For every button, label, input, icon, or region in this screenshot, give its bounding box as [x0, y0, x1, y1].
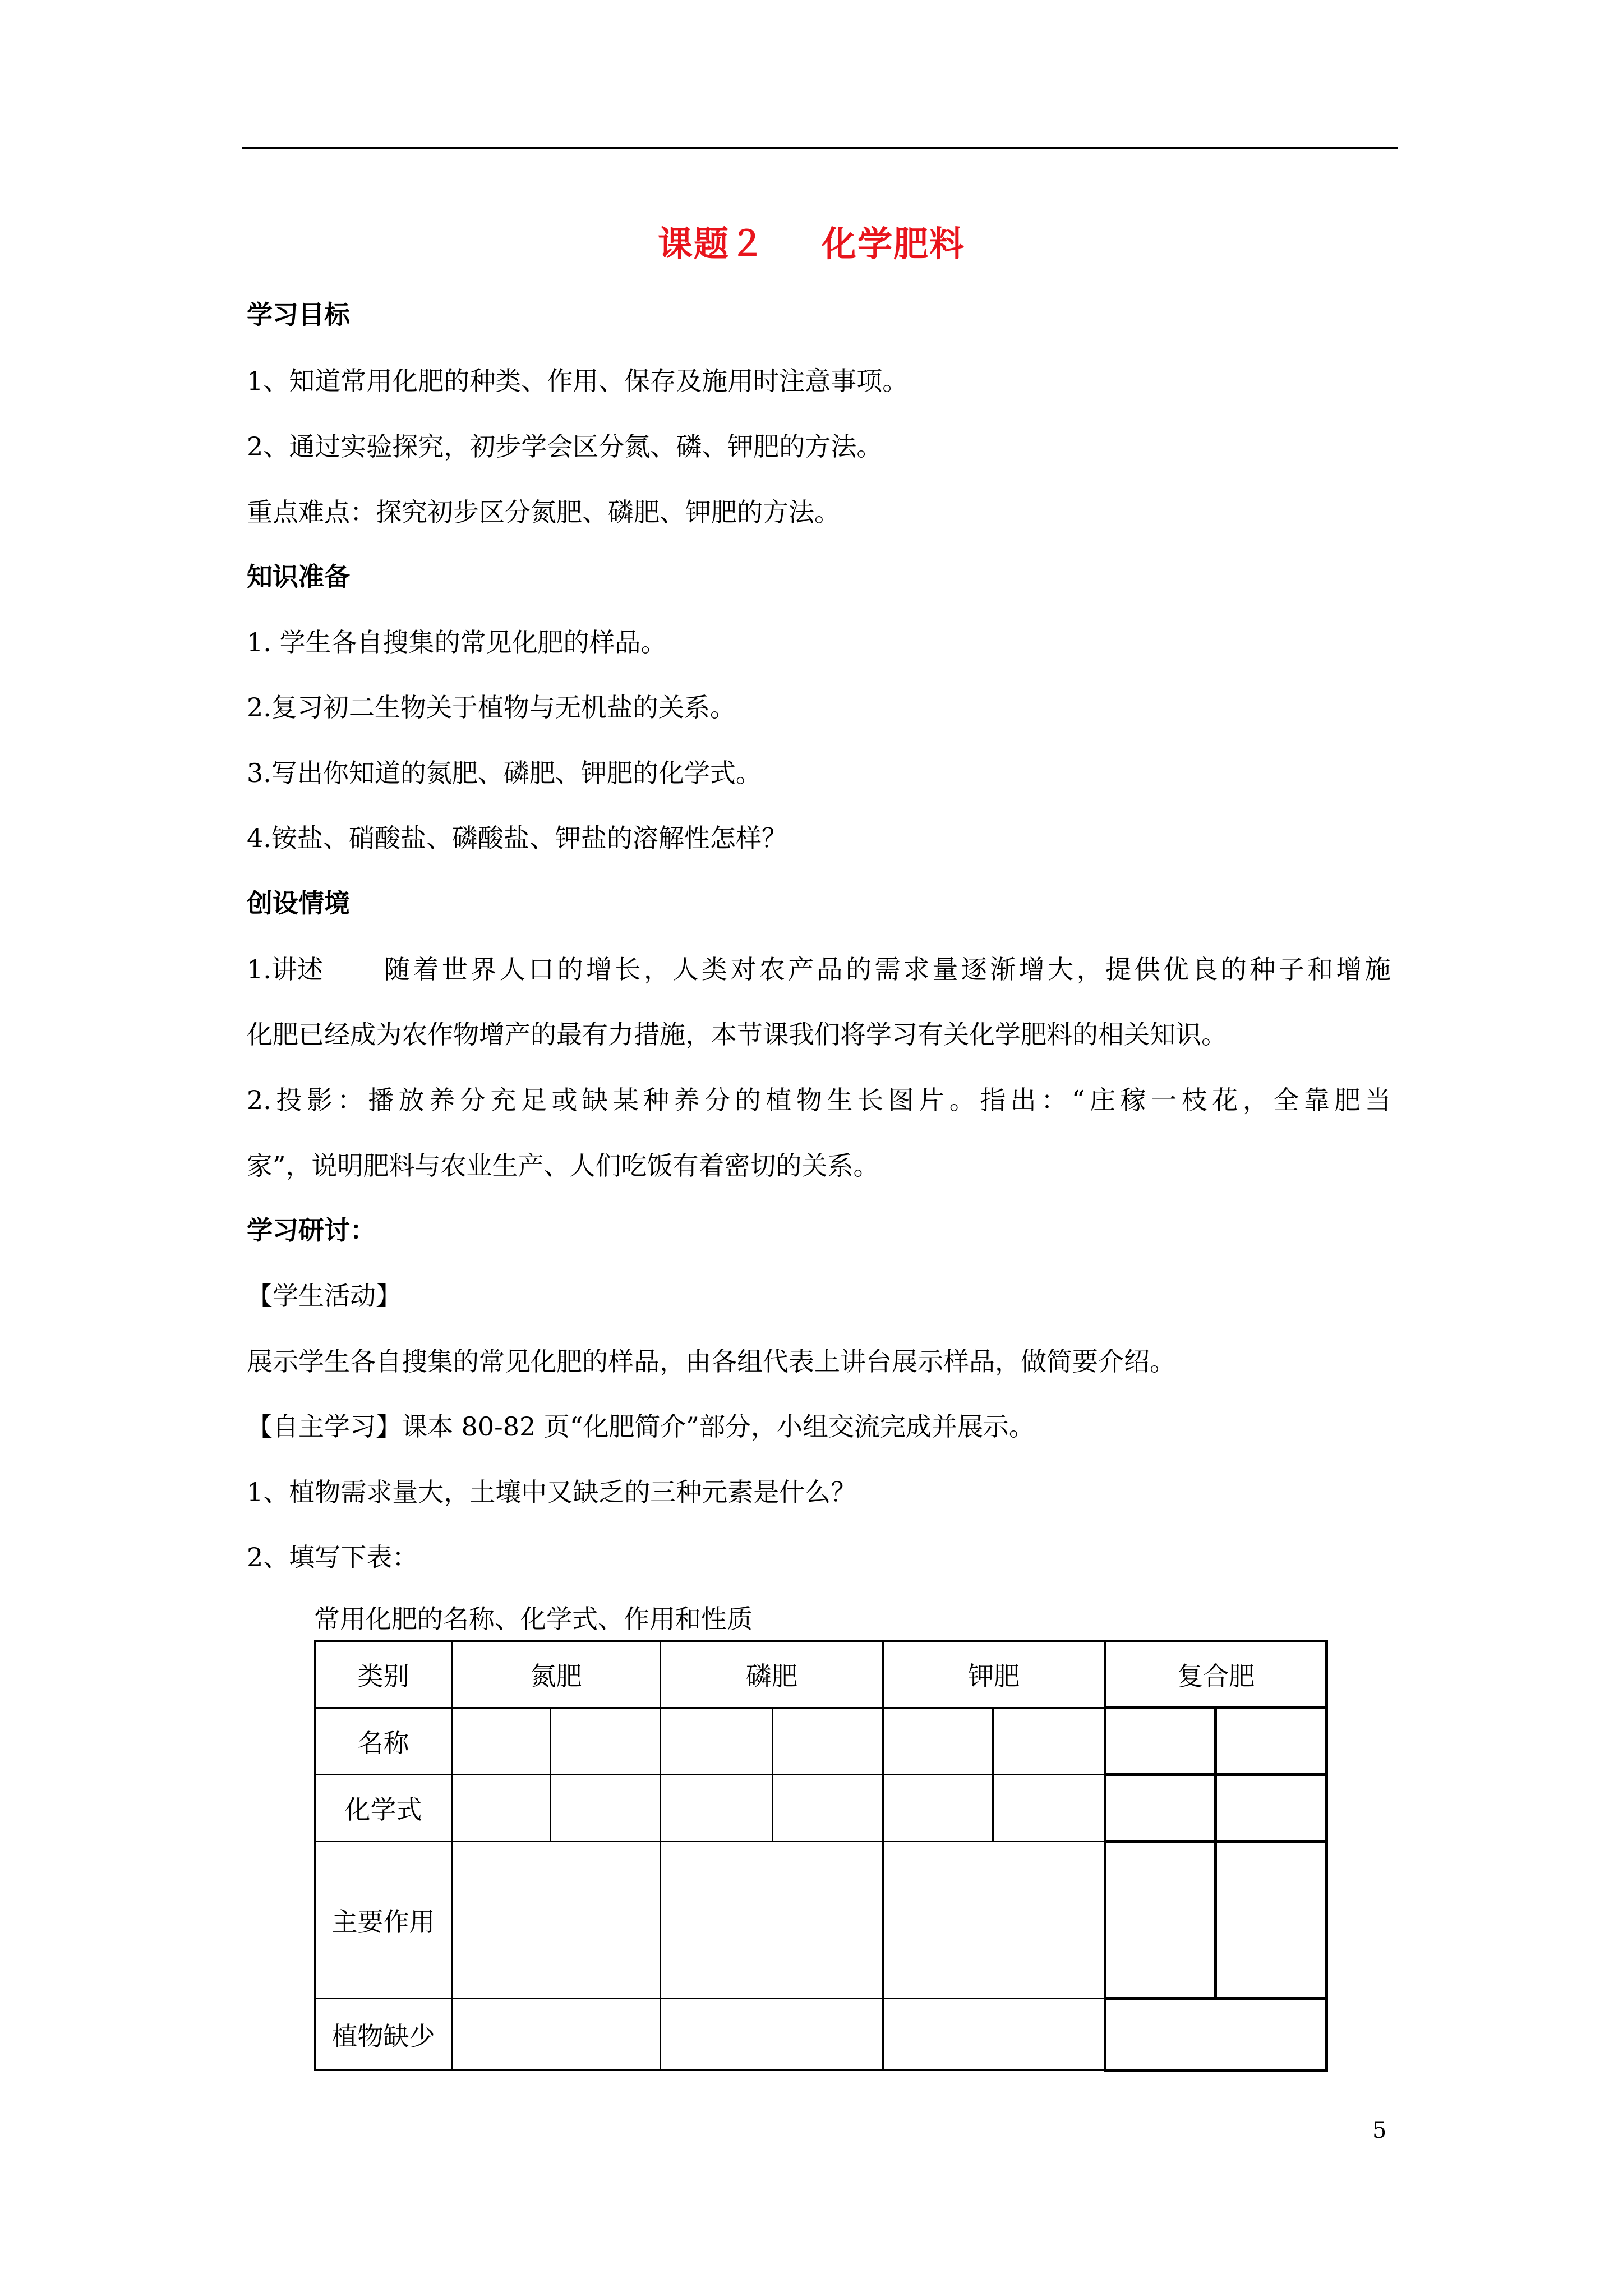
row-name [315, 1708, 1327, 1775]
table-cell [993, 1708, 1105, 1775]
activity-tag: 【学生活动】 [247, 1281, 402, 1311]
scene-1-label: 1.讲述 [247, 954, 323, 984]
row-label-deficiency: 植物缺少 [315, 1999, 452, 2070]
prep-1: 1. 学生各自搜集的常见化肥的样品。 [247, 627, 667, 657]
table-cell [452, 1999, 661, 2070]
table-cell [1216, 1708, 1327, 1775]
prep-3: 3.写出你知道的氮肥、磷肥、钾肥的化学式。 [247, 758, 762, 788]
table-cell [883, 1708, 993, 1775]
table-cell [551, 1775, 661, 1842]
table-cell [773, 1708, 883, 1775]
table-cell [661, 1842, 883, 1999]
header-phosphorus: 磷肥 [661, 1641, 883, 1708]
scene-heading: 创设情境 [247, 888, 350, 918]
page-number: 5 [1372, 2118, 1387, 2143]
row-function [315, 1842, 1327, 1999]
table-cell [883, 1999, 1105, 2070]
table-cell [661, 1708, 773, 1775]
study-heading: 学习研讨： [247, 1215, 376, 1245]
table-cell [551, 1708, 661, 1775]
table-caption: 常用化肥的名称、化学式、作用和性质 [314, 1604, 753, 1634]
table-header-row [315, 1641, 1327, 1708]
scene-1-line1: 随着世界人口的增长，人类对农产品的需求量逐渐增大，提供优良的种子和增施 [384, 954, 1391, 984]
scene-2-line1: 2.投影：播放养分充足或缺某种养分的植物生长图片。指出：“庄稼一枝花，全靠肥当 [247, 1085, 1391, 1115]
table-cell [1105, 1842, 1216, 1999]
header-potassium: 钾肥 [883, 1641, 1105, 1708]
title-lesson-number: 课题２ [657, 223, 766, 264]
scene-2-line2: 家”，说明肥料与农业生产、人们吃饭有着密切的关系。 [247, 1151, 879, 1181]
row-deficiency [315, 1999, 1327, 2070]
activity-text: 展示学生各自搜集的常见化肥的样品，由各组代表上讲台展示样品，做简要介绍。 [247, 1346, 1175, 1377]
prep-2: 2.复习初二生物关于植物与无机盐的关系。 [247, 692, 736, 723]
row-formula [315, 1775, 1327, 1842]
goal-1: 1、知道常用化肥的种类、作用、保存及施用时注意事项。 [247, 366, 909, 396]
header-nitrogen: 氮肥 [452, 1641, 661, 1708]
table-cell [773, 1775, 883, 1842]
table-cell [661, 1999, 883, 2070]
table-cell [1105, 1775, 1216, 1842]
table-cell [1216, 1775, 1327, 1842]
table-cell [452, 1775, 551, 1842]
header-category: 类别 [315, 1641, 452, 1708]
header-rule [242, 147, 1398, 149]
table-cell [661, 1775, 773, 1842]
key-points: 重点难点：探究初步区分氮肥、磷肥、钾肥的方法。 [247, 497, 840, 527]
table-cell [452, 1842, 661, 1999]
question-2: 2、填写下表： [247, 1542, 418, 1572]
table-cell [993, 1775, 1105, 1842]
scene-1-line2: 化肥已经成为农作物增产的最有力措施，本节课我们将学习有关化学肥料的相关知识。 [247, 1019, 1227, 1050]
prep-heading: 知识准备 [247, 562, 350, 592]
goal-2: 2、通过实验探究，初步学会区分氮、磷、钾肥的方法。 [247, 431, 883, 462]
row-label-function: 主要作用 [315, 1842, 452, 1999]
self-study: 【自主学习】课本 80-82 页“化肥简介”部分，小组交流完成并展示。 [247, 1411, 1035, 1442]
table-cell [1216, 1842, 1327, 1999]
row-label-formula: 化学式 [315, 1775, 452, 1842]
goals-heading: 学习目标 [247, 300, 350, 330]
table-cell [452, 1708, 551, 1775]
title-topic: 化学肥料 [822, 223, 966, 264]
prep-4: 4.铵盐、硝酸盐、磷酸盐、钾盐的溶解性怎样？ [247, 823, 787, 853]
table-cell [1105, 1708, 1216, 1775]
page-title [0, 216, 1623, 266]
header-compound: 复合肥 [1105, 1641, 1327, 1708]
row-label-name: 名称 [315, 1708, 452, 1775]
table-cell [883, 1842, 1105, 1999]
fertilizer-table [314, 1640, 1328, 2072]
table-cell [1105, 1999, 1327, 2070]
question-1: 1、植物需求量大，土壤中又缺乏的三种元素是什么？ [247, 1477, 857, 1507]
table-cell [883, 1775, 993, 1842]
